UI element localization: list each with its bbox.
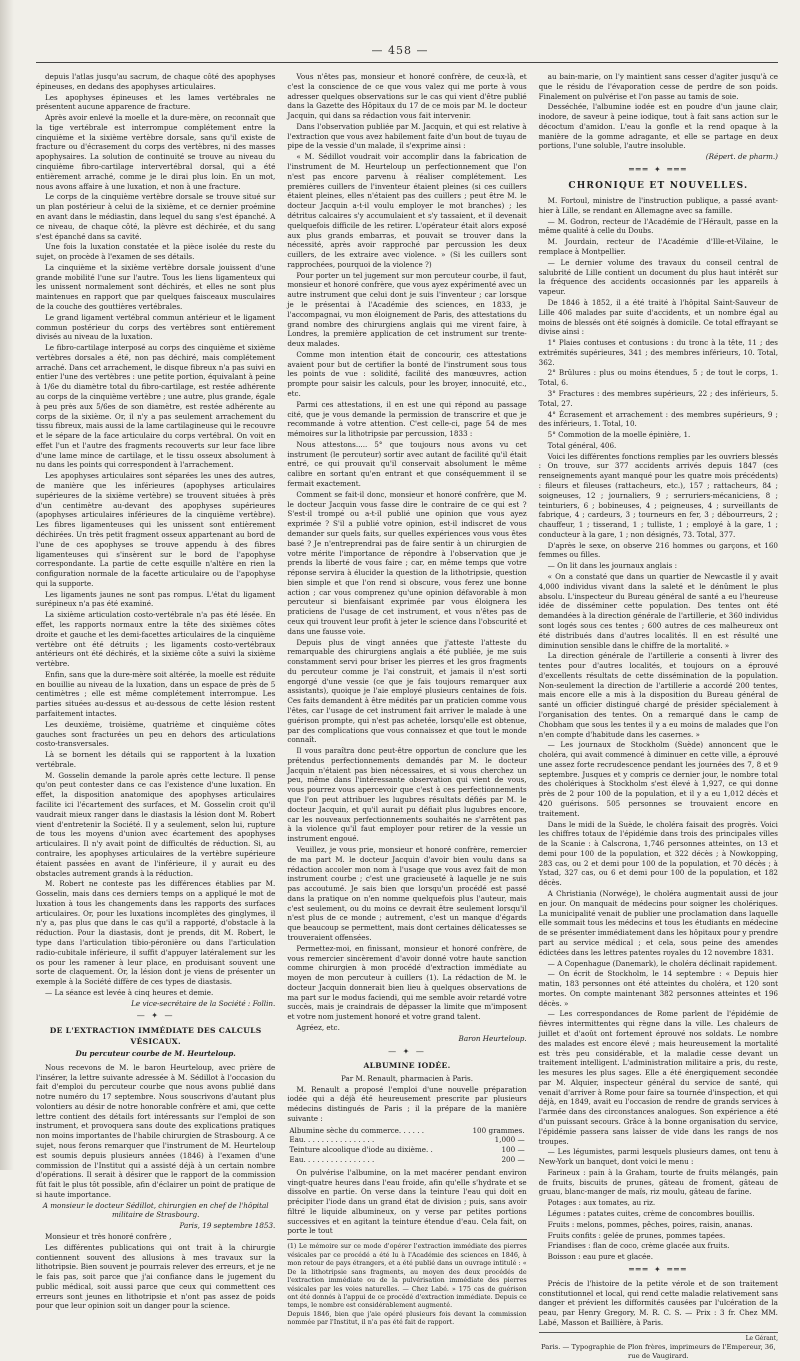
recipe-quantity: 100 grammes. [472, 1125, 525, 1135]
recipe-ingredient: Eau. . . . . . . . . . . . . . . . [289, 1155, 375, 1164]
letter-signature: Baron Heurteloup. [458, 1033, 527, 1043]
letter-paragraph: Comment se fait-il donc, monsieur et honoré confrère, que M. le docteur Jacquin vous fasse dire le contraire de ce qui est ? S'est-il trompé ou a-t-il publié une opinion que vous ayez exprimée ? S'il a publié votre opinion, est-il indiscret de vous demander sur quels faits, sur quelles expériences vous vous êtes basé ? Je n'entreprendrai pas de faire sentir à un chirurgien de votre mérite l'importance de répondre à l'observation que je prends la liberté de vous faire ; car, en même temps que votre réponse servira à élucider la question de la lithotripsie, question bien simple et que l'on rend si obscure, vous ferez une bonne action ; car vous comprenez qu'une opinion défavorable à mon percuteur si bienfaisant exprimée par vous éloignera les praticiens de l'usage de cet instrument, et vous n'êtes pas de ceux qui trouvent leur profit à jeter le science dans l'obscurité et dans une fausse voie. [287, 489, 527, 636]
source-citation: (Répert. de pharm.) [705, 152, 778, 162]
imprint: Paris. — Typographie de Plon frères, imprimeurs de l'Empereur, 36, rue de Vaugirard. [541, 1342, 776, 1361]
news-item: Voici les différentes fonctions remplies par les ouvriers blessés : On trouve, sur 377 accidents arrivés depuis 1847 (ces renseignements ayant manqué pour les quatre mois précédents) : fileurs et fileuses (rattacheurs, etc.), 157 ; rattacheurs, 84 ; soigneuses, 12 ; journaliers, 9 ; serruriers-mécaniciens, 8 ; teinturiers, 6 ; bobineuses, 4 ; peigneuses, 4 ; surveillants de fabrique, 4 ; cardeurs, 3 ; tourneurs en fer, 3 ; débourreurs, 2 ; chauffeur, 1 ; tisserand, 1 ; tulliste, 1 ; employé à la gare, 1 ; conducteur à la gare, 1 ; non désignés, 73. Total, 377. [538, 451, 778, 539]
news-item: — Les journaux de Stockholm (Suède) annoncent que le choléra, qui avait commencé à diminuer en cette ville, a éprouvé une assez forte recrudescence pendant les journées des 7, 8 et 9 septembre. Jusques et y compris ce dernier jour, le nombre total des cholériques à Stockholm s'est élevé à 1,927, ce qui donne près de 2 pour 100 de la population, et il y a eu 1,012 décès et 420 guérisons. 505 personnes se trouvaient encore en traitement. [538, 740, 778, 818]
letter-paragraph: Pour porter un tel jugement sur mon percuteur courbe, il faut, monsieur et honoré confrère, que vous ayez expérimenté avec un autre instrument que celui dont je suis l'inventeur ; car lorsque je le présentai à l'Académie des sciences, en 1833, je l'accompagnai, vu mon éloignement de Paris, des attestations du grand nombre des chirurgiens anglais qui me virent faire, à Londres, la première application de cet instrument sur trente-deux malades. [287, 270, 527, 349]
section-title-chronique: CHRONIQUE ET NOUVELLES. [568, 180, 749, 191]
paragraph: Les ligaments jaunes ne sont pas rompus. L'état du ligament surépineux n'a pas été examiné. [36, 589, 276, 609]
letter-paragraph: Permettez-moi, en finissant, monsieur et honoré confrère, de vous remercier sincèrement d'avoir donné votre haute sanction comme chirurgien à mon procédé d'extraction immédiate au moyen de mon percuteur à cuillers (1). La rédaction de M. le docteur Jacquin donnerait bien lieu à quelques observations de ma part sur le modus faciendi, qui me semble avoir retardé votre succès, mais je craindrais de dépasser la limite que m'imposent et votre nom justement honoré et votre grand talent. [287, 943, 527, 1022]
recipe-ingredient: Teinture alcoolique d'iode au dixième. . [289, 1145, 433, 1155]
letter-paragraph: Vous n'êtes pas, monsieur et honoré confrère, de ceux-là, et c'est la conscience de ce que vous valez qui me porte à vous adresser quelques observations sur le cas qui vient d'être publié dans la Gazette des Hôpitaux du 17 de ce mois par M. le docteur Jacquin, qui dans sa rédaction vous fait intervenir. [287, 72, 527, 121]
letter-date: Paris, 19 septembre 1853. [179, 1221, 276, 1231]
page-number: — 458 — [371, 44, 429, 57]
letter-paragraph: Nous attestons..... 5° que toujours nous avons vu cet instrument (le percuteur) sortir avec autant de facilité qu'il était entré, ce qui prouvait qu'il conservait absolument le même calibre en sortant qu'en entrant et que conséquemment il se fermait exactement. [287, 439, 527, 489]
article-title-extraction: DE L'EXTRACTION IMMÉDIATE DES CALCULS VÉSICAUX. [49, 1026, 262, 1046]
news-item: — M. Godron, recteur de l'Académie de l'Hérault, passe en la même qualité à celle du Doubs. [538, 216, 778, 236]
recipe-row [287, 1126, 526, 1136]
news-item: Fruits : melons, pommes, pêches, poires, raisin, ananas. [547, 1219, 753, 1229]
news-item: 2° Brûlures : plus ou moins étendues, 5 ; de tout le corps, 1. Total, 6. [538, 368, 778, 388]
news-item: 5° Commotion de la moelle épinière, 1. [547, 430, 691, 440]
article-intro: M. Renault a proposé l'emploi d'une nouvelle préparation iodée qui a déjà été heureusement prescrite par plusieurs médecins distingués de Paris ; il la prépare de la manière suivante : [287, 1084, 527, 1123]
letter-paragraph: Parmi ces attestations, il en est une qui répond au passage cité, que je vous demande la permission de transcrire et que je recommande à votre attention. C'est celle-ci, page 54 de mes mémoires sur la lithotripsie par percussion, 1833 : [287, 399, 527, 439]
news-item: La direction générale de l'artillerie a consenti à livrer des tentes pour d'autres localités, et toujours on a éprouvé d'excellents résultats de cette dissémination de la population. Non-seulement la direction de l'artillerie a accordé 200 tentes, mais encore elle a mis à la disposition du Bureau général de santé un officier distingué chargé de présider spécialement à l'organisation des tentes. On a remarqué dans le camp de Chobham que sous les tentes il y a eu moins de malades que l'on n'en compte d'habitude dans les casernes. » [538, 651, 778, 739]
paragraph: Le grand ligament vertébral commun antérieur et le ligament commun postérieur du corps des vertèbres sont entièrement divisés au niveau de la luxation. [36, 312, 276, 342]
news-item: — Les légumistes, parmi lesquels plusieurs dames, ont tenu à New-York un banquet, dont voici le menu : [538, 1147, 778, 1167]
news-item: — On écrit de Stockholm, le 14 septembre : « Depuis hier matin, 183 personnes ont été atteintes du choléra, et 120 sont mortes. On compte maintenant 382 personnes atteintes et 196 décès. » [538, 969, 778, 1008]
column-3-body [539, 72, 778, 151]
letter-paragraph: Dans l'observation publiée par M. Jacquin, et qui est relative à l'extraction que vous avez habilement faite d'un bout de tuyau de pipe de la vessie d'un malade, il s'exprime ainsi : [287, 121, 527, 151]
letter-address: A monsieur le docteur Sédillot, chirurgien en chef de l'hôpital militaire de Strasbourg. [42, 1200, 269, 1220]
news-item: A Christiania (Norwége), le choléra augmentait aussi de jour en jour. On manquait de médecins pour soigner les cholériques. La municipalité venait de publier une proclamation dans laquelle elle sommait tous les médecins et tous les étudiants en médecine de se présenter immédiatement dans les hôpitaux pour y prendre part au service médical ; et cela, sous peine des amendes édictées dans les lettres patentes royales du 12 novembre 1831. [538, 889, 778, 957]
news-item: Potages : aux tomates, au riz. [547, 1198, 656, 1208]
column-2 [287, 72, 526, 1361]
letter-start: Les différentes publications qui ont trait à la chirurgie contiennent souvent des allusions à mes travaux sur la lithotripsie. Bien souvent je pourrais relever des erreurs, et je ne le fais pas, soit parce que j'ai confiance dans le jugement du public médical, soit aussi parce que ceux qui commettent ces erreurs sont jeunes en lithotripsie et n'ont pas assez de poids pour que leur opinion soit un danger pour la science. [36, 1242, 276, 1311]
footnote-text: (1) Le mémoire sur ce mode d'opérer l'extraction immédiate des pierres vésicales par ce procédé a été lu à l'Académie des sciences en 1846, à mon retour de pays étrangers, et a été publié dans un ouvrage intitulé : « De la lithotripsie sans fragments, au moyen des deux procédés de l'extraction immédiate ou de la pulvérisation immédiate des pierres vésicales par les voies naturelles. — Chez Labé. » 175 cas de guérison ont été donnés à l'appui de ce procédé d'extraction immédiate. Depuis ce temps, le nombre est considérablement augmenté. [287, 1242, 527, 1310]
paragraph: M. Gosselin demande la parole après cette lecture. Il pense qu'on peut contester dans ce cas l'existence d'une luxation. En effet, la disposition anatomique des apophyses articulaires facilite ici l'écartement des surfaces, et M. Gosselin croit qu'il vaudrait mieux ranger dans le diastasis la lésion dont M. Robert vient d'entretenir la Société. Il y a seulement, selon lui, rupture de tous les moyens d'union avec écartement des apophyses articulaires. Il n'y avait point de difficultés de réduction. Si, au contraire, les apophyses articulaires de la vertèbre supérieure étaient passées en avant de l'inférieure, il y aurait eu des obstacles autrement grands à la réduction. [36, 770, 276, 878]
recipe-table [287, 1126, 526, 1165]
recipe-quantity: 1,000 — [494, 1135, 525, 1145]
news-item: Farineux : pain à la Graham, tourte de fruits mélangés, pain de fruits, biscuits de prunes, gâteau de froment, gâteau de gruau, blanc-manger de maïs, riz moulu, gâteau de farine. [538, 1167, 778, 1197]
news-item: M. Fortoul, ministre de l'instruction publique, a passé avant-hier à Lille, se rendant en Allemagne avec sa famille. [538, 196, 778, 215]
paragraph: Après avoir enlevé la moelle et la dure-mère, on reconnaît que la tige vertébrale est interrompue complétement entre la cinquième et la sixième vertèbre dorsale, sans qu'il existe de fracture ou d'écrasement du corps des vertèbres, ni des masses apophysaires. La solution de continuité se trouve au niveau du cinquième fibro-cartilage intervertébral dorsal, qui a été entièrement arraché, comme je le dirai plus loin. En un mot, nous avons affaire à une luxation, et non à une fracture. [36, 113, 276, 191]
paragraph: Le corps de la cinquième vertèbre dorsale se trouve situé sur un plan postérieur à celui de la sixième, et ce dernier proémine en avant dans le médiastin, dans lequel du sang s'est épanché. A ce niveau, de chaque côté, la plèvre est déchirée, et du sang s'est épanché dans sa cavité. [36, 192, 276, 241]
paragraph: Le fibro-cartilage interposé au corps des cinquième et sixième vertèbres dorsales a été, non pas déchiré, mais complétement arraché. Dans cet arrachement, le disque fibreux n'a pas suivi en entier l'une des vertèbres : une petite portion, équivalant à peine à 1/6e du diamètre total du fibro-cartilage, est restée adhérente au corps de la cinquième vertèbre ; une autre, plus grande, égale à peu près aux 5/6es de son diamètre, est restée adhérente au corps de la sixième. Or, il n'y a pas seulement arrachement du tissu fibreux, mais aussi de la lame cartilagineuse qui le recouvre et le sépare de la face articulaire du corps vertébral. On voit en effet l'un et l'autre des fragments recouverts sur leur face libre d'une lame mince de cartilage, et le tissu osseux absolument à nu dans les points qui correspondent à l'arrachement. [36, 343, 276, 470]
recipe-row [287, 1135, 526, 1145]
footnote-text-2: Depuis 1846, bien que j'aie opéré plusieurs fois devant la commission nommée par l'Institut, il n'a pas été fait de rapport. [287, 1309, 527, 1327]
news-item: Friandises : flan de coco, crème glacée aux fruits. [547, 1241, 730, 1251]
news-item: Fruits confits : gelée de prunes, pommes tapées. [547, 1230, 726, 1240]
letter-closing: Agréez, etc. [296, 1023, 340, 1032]
news-item: 3° Fractures : des membres supérieurs, 22 ; des inférieurs, 5. Total, 27. [538, 388, 778, 408]
letter-paragraph: « M. Sédillot voudrait voir accomplir dans la fabrication de l'instrument de M. Heurteloup un perfectionnement que l'on n'est pas encore parvenu à réaliser complétement. Les premières cuillers de l'inventeur étaient pleines (si ces cuillers étaient pleines, elles n'étaient pas des cuillers ; peut être M. le docteur Jacquin a-t-il voulu employer le mot branches) ; les détritus calcaires s'y accumulaient et s'y tassaient, et il devenait quelquefois difficile de les retirer. L'opérateur était alors exposé aux plus grands embarras, et pouvait se trouver dans la nécessité, après avoir rapproché par percussion les deux cuillers, de les extraire avec violence. » (Si les cuillers sont rapprochées, pourquoi de la violence ?) [287, 152, 527, 269]
paragraph: Une fois la luxation constatée et la pièce isolée du reste du sujet, on procède à l'examen de ses détails. [36, 242, 276, 262]
divider-ornament: ═══ ✦ ═══ [628, 165, 688, 175]
letter-paragraph: Comme mon intention était de concourir, ces attestations avaient pour but de certifier la bonté de l'instrument sous tous les points de vue : solidité, facilité des manœuvres, action prompte pour saisir les calculs, pour les broyer, innocuité, etc., etc. [287, 349, 527, 398]
paragraph: Les apophyses articulaires sont séparées les unes des autres, de manière que les inférieures (apophyses articulaires supérieures de la sixième vertèbre) se trouvent situées à près d'un centimètre au-devant des apophyses supérieures (apophyses articulaires inférieures de la cinquième vertèbre). Les fibres ligamenteuses qui les unissent sont entièrement déchirées. Un très petit fragment osseux appartenant au bord de l'une de ces apophyses se trouve appendu à des fibres ligamenteuses qui s'insèrent sur le bord de l'apophyse correspondante. La partie de cette esquille n'altère en rien la configuration normale de la facette articulaire ou de l'apophyse qui la supporte. [36, 471, 276, 588]
article-paragraph: Nous recevons de M. le baron Heurteloup, avec prière de l'insérer, la lettre suivante adressée à M. Sédillot à l'occasion du fait d'emploi du percuteur courbe que nous avons publié dans notre numéro du 17 septembre. Nous souscrivons d'autant plus volontiers au désir de notre honorable confrère et ami, que cette lettre contient des détails fort intéressants sur l'emploi de son instrument, et provoquera sans doute des explications pratiques non moins importantes de l'habile chirurgien de Strasbourg. A ce sujet, nous ferons remarquer que l'instrument de M. Heurteloup est soumis depuis plusieurs années (1846) à l'examen d'une commission de l'Institut qui a assisté déjà à un certain nombre d'opérations. Il serait à désirer que le rapport de la commission fût fait le plus tôt possible, afin d'éclairer un point de pratique de si haute importance. [36, 1062, 276, 1199]
columns [36, 72, 778, 1361]
news-item: Boisson : eau pure et glacée. [547, 1252, 653, 1262]
news-item: « On a constaté que dans un quartier de Newcastle il y avait 4,000 individus vivant dans la saleté et le dénûment le plus absolu. L'inspecteur du Bureau général de santé a eu l'heureuse idée de disséminer cette population. Des tentes ont été demandées à la direction générale de l'artillerie, et 360 individus sont logés sous ces tentes ; 600 autres de ces malheureux ont été distribués dans d'autres localités. Il en est résulté une diminution sensible dans le chiffre de la mortalité. » [538, 572, 778, 650]
footnote [287, 1239, 526, 1327]
column-1 [36, 72, 275, 1361]
paragraph: Les deuxième, troisième, quatrième et cinquième côtes gauches sont fracturées un peu en dehors des articulations costo-transversales. [36, 719, 276, 749]
news-item: — On lit dans les journaux anglais : [547, 561, 678, 571]
recipe-row [287, 1155, 526, 1165]
recipe-row [287, 1145, 526, 1155]
news-item: — Les correspondances de Rome parlent de l'épidémie de fièvres intermittentes qui règne dans la ville. Les chaleurs de juillet et d'août ont fortement éprouvé nos soldats. Le nombre des malades est encore élevé ; mais heureusement la mortalité est très peu considérable, et la maladie cesse devant un traitement intelligent. L'administration militaire a pris, du reste, les mesures les plus sages. Elle a été énergiquement secondée par M. Alquier, inspecteur général du service de santé, qui venait d'arriver à Rome pour faire sa tournée d'inspection, et qui déjà, en 1849, avait eu l'occasion de rendre de grands services à l'armée dans des circonstances analogues. Son expérience a été d'un puissant secours. Grâce à la bonne organisation du service, l'épidémie passera sans laisser de vide dans les rangs de nos troupes. [538, 1009, 778, 1146]
news-item: 4° Écrasement et arrachement : des membres supérieurs, 9 ; des inférieurs, 1. Total, 10. [538, 409, 778, 429]
news-item: Légumes : patates cuites, crème de concombres bouillis. [547, 1209, 755, 1219]
recipe-ingredient: Eau. . . . . . . . . . . . . . . . [289, 1135, 375, 1145]
article-method: On pulvérise l'albumine, on la met macérer pendant environ vingt-quatre heures dans l'eau froide, afin qu'elle s'hydrate et se dissolve en partie. On verse dans la teinture l'eau qui doit en précipiter l'iode dans un grand état de division ; puis, sans avoir filtré le liquide albumineux, on y verse par petites portions successives et en agitant la teinture étendue d'eau. Cela fait, on porte le tout [287, 1167, 527, 1236]
article-extraction-body [36, 1063, 275, 1200]
divider-ornament: — ✦ — [388, 1046, 426, 1056]
article-subtitle-percuteur: Du percuteur courbe de M. Heurteloup. [75, 1048, 236, 1058]
secretary-signature: Le vice-secrétaire de la Société : Follin. [131, 998, 276, 1008]
header-rule [36, 62, 778, 63]
binding-shadow [0, 0, 14, 1170]
letter-paragraph: Depuis plus de vingt années que j'atteste l'atteste du remarquable des chirurgiens anglais a été publiée, je me suis constamment servi pour briser les pierres et les gros fragments du percuteur comme je l'ai construit, et jamais il n'est sorti engorgé d'une vessie (ce que je fais toujours remarquer aux assistants), quoique je l'aie employé plusieurs centaines de fois. Ces faits demandent à être médités par un praticien comme vous l'êtes, car l'usage de cet instrument fait arriver le malade à une guérison prompte, qui n'est pas achetée, lorsqu'elle est obtenue, par des complications que vous connaissez et que tout le monde connaît. [287, 637, 527, 745]
paragraph: Desséchée, l'albumine iodée est en poudre d'un jaune clair, inodore, de saveur à peine iodique, tout à fait sans action sur le décoctum d'amidon. L'eau la gonfle et la rend opaque à la manière de la gomme adragante, et elle se partage en deux portions, l'une soluble, l'autre insoluble. [538, 102, 778, 151]
letter-salutation: Monsieur et très honoré confrère , [45, 1232, 172, 1241]
divider-ornament: ═══ ✦ ═══ [628, 1264, 688, 1274]
news-item: D'après le sexe, on observe 216 hommes ou garçons, et 160 femmes ou filles. [538, 540, 778, 560]
paragraph: La cinquième et la sixième vertèbre dorsale jouissent d'une grande mobilité l'une sur l'autre. Tous les liens ligamenteux qui les unissent normalement sont déchirés, et elles ne sont plus maintenues en rapport que par quelques faisceaux musculaires de la couche des gouttières vertébrales. [36, 262, 276, 311]
paragraph: Là se bornent les détails qui se rapportent à la luxation vertébrale. [36, 750, 276, 769]
divider-ornament: — ✦ — [136, 1011, 175, 1021]
page-footer [539, 1332, 778, 1361]
news-item: De 1846 à 1852, il a été traité à l'hôpital Saint-Sauveur de Lille 406 malades par suite d'accidents, et un nombre égal au moins de blessés ont été soignés à domicile. Ce total effrayant se divise ainsi : [538, 297, 778, 337]
column-2-body [287, 72, 526, 1022]
news-item: — A Copenhague (Danemark), le choléra déclinait rapidement. [547, 958, 778, 968]
news-item: Total général, 406. [547, 440, 617, 450]
column-1-body [36, 72, 275, 998]
book-notice: Précis de l'histoire de la petite vérole et de son traitement constitutionnel et local, qui rend cette maladie relativement sans danger et prévient les difformités causées par l'ulcération de la peau, par Henry Gregory, M. R. C. S. — Prix : 3 fr. Chez MM. Labé, Masson et Baillière, à Paris. [538, 1278, 778, 1327]
paragraph: La sixième articulation costo-vertébrale n'a pas été lésée. En effet, les rapports normaux entre la tête des sixièmes côtes droite et gauche et les demi-facettes articulaires de la cinquième vertèbre ont été détruits ; les ligaments costo-vertébraux antérieurs ont été déchirés, et la sixième côte a suivi la sixième vertèbre. [36, 610, 276, 669]
paragraph: Enfin, sans que la dure-mère soit altérée, la moelle est réduite en bouillie au niveau de la luxation, dans un espace de près de 5 centimètres ; elle est même complétement interrompue. Les parties situées au-dessus et au-dessous de cette lésion restent parfaitement intactes. [36, 669, 276, 718]
recipe-quantity: 100 — [501, 1145, 525, 1155]
recipe-quantity: 200 — [501, 1155, 525, 1164]
article-title-albumine: ALBUMINE IODÉE. [363, 1061, 451, 1071]
news-item: M. Jourdain, recteur de l'Académie d'Ille-et-Vilaine, le remplace à Montpellier. [538, 237, 778, 257]
letter-paragraph: Il vous paraîtra donc peut-être opportun de conclure que les prétendus perfectionnements demandés par M. le docteur Jacquin n'étaient pas bien nécessaires, et si vous cherchez un peu, même dans l'intéressante observation qui vient de vous, vous pourrez vous apercevoir que c'est à ces perfectionnements que l'on peut attribuer les lugubres résultats défiés par M. le docteur Jacquin, et qu'il aurait pu défiait plus lugubres encore, car les nouveaux perfectionnements souhaités ne s'arrêtent pas à la violence qu'il faut employer pour retirer de la vessie un instrument engoué. [287, 746, 527, 844]
news-items [539, 196, 778, 1262]
article-byline: Par M. Renault, pharmacien à Paris. [340, 1073, 473, 1083]
letter-paragraph: Veuillez, je vous prie, monsieur et honoré confrère, remercier de ma part M. le docteur Jacquin d'avoir bien voulu dans sa rédaction accoler mon nom à l'usage que vous avez fait de mon instrument courbe ; c'est une gracieuseté à laquelle je ne suis pas accoutumé. Je sais bien que lorsqu'un procédé est passé dans la pratique on n'en nomme quelquefois plus l'auteur, mais c'est seulement, ou du moins ce devrait être seulement lorsqu'il n'est plus de ce monde ; autrement, c'est un manque d'égards que beaucoup se permettent, mais dont certaines délicatesses se trouveraient offensées. [287, 844, 527, 942]
paragraph: au bain-marie, on l'y maintient sans cesser d'agiter jusqu'à ce que le résidu de l'évaporation cesse de perdre de son poids. Finalement on pulvérise et l'on passe au tamis de soie. [538, 72, 778, 101]
paragraph: depuis l'atlas jusqu'au sacrum, de chaque côté des apophyses épineuses, en dedans des apophyses articulaires. [36, 72, 276, 91]
news-item: Dans le midi de la Suède, le choléra faisait des progrès. Voici les chiffres totaux de l'épidémie dans trois des principales villes de la Scanie : à Calscrona, 1,746 personnes atteintes, on 13 et demi pour 100 de la population, et 322 décès ; à Nowkopping, 283 cas, ou 2 et demi pour 100 de la population, et 70 décès ; à Ystad, 327 cas, ou 6 et demi pour 100 de la population, et 182 décès. [538, 819, 778, 888]
paragraph: Les apophyses épineuses et les lames vertébrales ne présentent aucune apparence de fracture. [36, 92, 276, 112]
column-3 [539, 72, 778, 1361]
news-item: 1° Plaies contuses et contusions : du tronc à la tête, 11 ; des extrémités supérieures, 341 ; des membres inférieurs, 10. Total, 362. [538, 338, 778, 367]
recipe-ingredient: Albumine sèche du commerce. . . . . . [289, 1125, 425, 1135]
paragraph: — La séance est levée à cinq heures et demie. [45, 987, 214, 997]
editor-label: Le Gérant, [745, 1334, 778, 1342]
news-item: — Le dernier volume des travaux du conseil central de salubrité de Lille contient un document du plus haut intérêt sur la fréquence des accidents occasionnés par les appareils à vapeur. [538, 257, 778, 297]
paragraph: M. Robert ne conteste pas les différences établies par M. Gosselin, mais dans ces derniers temps on a appliqué le mot de luxation à tous les changements dans les rapports des surfaces articulaires. Or, pour les luxations incomplètes des ginglymes, il n'y a, pas plus que dans le cas qu'il a rapporté, d'obstacle à la réduction. Pour la diastasis, dont je prends, dit M. Robert, le type dans l'articulation tibio-péronière ou dans l'articulation radio-cubitale inférieure, il suffit d'appuyer latéralement sur les os pour les ramener à leur place, en produisant souvent une sorte de claquement. Or, la lésion dont je viens de présenter un exemple à la Société diffère de ces types de diastasis. [36, 879, 276, 987]
